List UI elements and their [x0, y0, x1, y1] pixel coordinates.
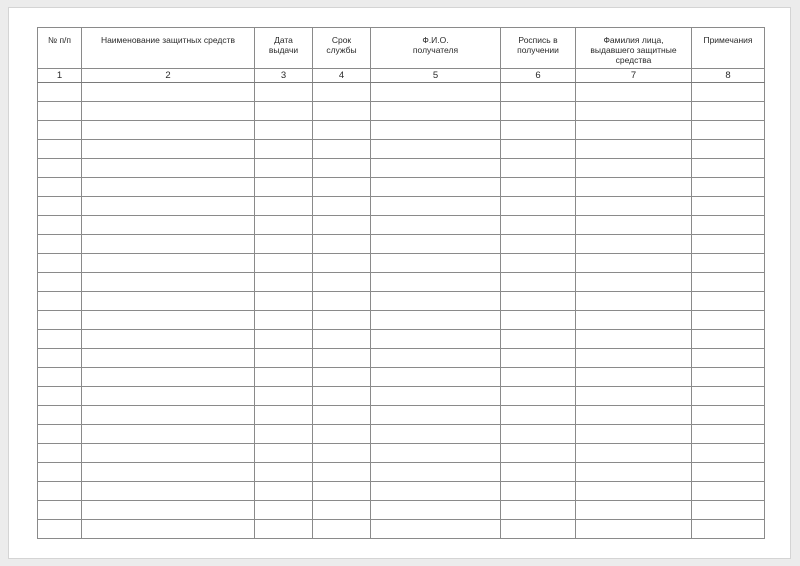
table-row — [38, 273, 765, 292]
table-cell — [38, 121, 82, 140]
table-cell — [255, 216, 313, 235]
table-cell — [692, 368, 765, 387]
table-cell — [82, 83, 255, 102]
table-cell — [501, 178, 576, 197]
table-cell — [371, 197, 501, 216]
table-cell — [371, 520, 501, 539]
table-cell — [313, 273, 371, 292]
column-number-cell: 1 — [38, 69, 82, 83]
table-cell — [38, 425, 82, 444]
table-cell — [371, 501, 501, 520]
table-cell — [501, 444, 576, 463]
table-cell — [501, 406, 576, 425]
table-cell — [313, 197, 371, 216]
table-cell — [255, 330, 313, 349]
table-cell — [692, 159, 765, 178]
table-cell — [255, 463, 313, 482]
table-cell — [501, 463, 576, 482]
table-row — [38, 482, 765, 501]
table-cell — [38, 311, 82, 330]
table-cell — [82, 102, 255, 121]
table-cell — [692, 520, 765, 539]
header-cell-recipient-signature: Роспись в получении — [501, 28, 576, 69]
table-cell — [576, 140, 692, 159]
table-cell — [82, 425, 255, 444]
table-cell — [692, 102, 765, 121]
table-cell — [576, 311, 692, 330]
table-cell — [38, 349, 82, 368]
table-cell — [255, 482, 313, 501]
table-cell — [313, 425, 371, 444]
table-cell — [692, 311, 765, 330]
table-cell — [313, 216, 371, 235]
table-cell — [313, 349, 371, 368]
header-cell-recipient-name: Ф.И.О. получателя — [371, 28, 501, 69]
table-cell — [501, 216, 576, 235]
table-cell — [38, 273, 82, 292]
table-cell — [692, 235, 765, 254]
table-cell — [501, 330, 576, 349]
table-cell — [501, 140, 576, 159]
table-cell — [692, 463, 765, 482]
table-cell — [255, 501, 313, 520]
table-cell — [371, 311, 501, 330]
table-cell — [576, 216, 692, 235]
table-cell — [82, 121, 255, 140]
table-cell — [692, 178, 765, 197]
table-cell — [313, 330, 371, 349]
table-row — [38, 425, 765, 444]
table-cell — [313, 463, 371, 482]
table-cell — [371, 482, 501, 501]
table-cell — [82, 159, 255, 178]
table-cell — [371, 368, 501, 387]
table-cell — [82, 368, 255, 387]
table-cell — [313, 368, 371, 387]
table-cell — [255, 254, 313, 273]
table-cell — [82, 216, 255, 235]
table-cell — [501, 520, 576, 539]
table-cell — [576, 292, 692, 311]
table-cell — [371, 273, 501, 292]
header-cell-notes: Примечания — [692, 28, 765, 69]
table-cell — [692, 482, 765, 501]
table-cell — [255, 159, 313, 178]
table-row — [38, 501, 765, 520]
table-cell — [82, 330, 255, 349]
table-cell — [313, 159, 371, 178]
table-cell — [501, 273, 576, 292]
table-cell — [371, 406, 501, 425]
table-cell — [576, 501, 692, 520]
table-cell — [255, 425, 313, 444]
table-cell — [576, 121, 692, 140]
header-cell-issue-date: Дата выдачи — [255, 28, 313, 69]
table-cell — [255, 140, 313, 159]
table-cell — [501, 121, 576, 140]
table-cell — [38, 178, 82, 197]
table-cell — [576, 330, 692, 349]
table-row — [38, 520, 765, 539]
column-number-row — [38, 69, 765, 83]
table-row — [38, 178, 765, 197]
table-cell — [255, 444, 313, 463]
table-cell — [82, 444, 255, 463]
table-cell — [255, 197, 313, 216]
table-cell — [576, 178, 692, 197]
table-cell — [692, 216, 765, 235]
column-number-cell: 4 — [313, 69, 371, 83]
table-row — [38, 444, 765, 463]
table-cell — [576, 406, 692, 425]
table-cell — [501, 349, 576, 368]
column-number-cell: 3 — [255, 69, 313, 83]
table-cell — [501, 387, 576, 406]
table-row — [38, 463, 765, 482]
table-cell — [371, 349, 501, 368]
table-cell — [313, 235, 371, 254]
table-cell — [501, 311, 576, 330]
table-row — [38, 311, 765, 330]
table-cell — [82, 520, 255, 539]
table-cell — [692, 349, 765, 368]
table-cell — [576, 444, 692, 463]
table-row — [38, 349, 765, 368]
table-cell — [576, 102, 692, 121]
table-cell — [82, 273, 255, 292]
table-cell — [38, 406, 82, 425]
table-row — [38, 406, 765, 425]
table-cell — [576, 425, 692, 444]
table-cell — [255, 406, 313, 425]
table-row — [38, 197, 765, 216]
header-row — [38, 28, 765, 69]
table-cell — [576, 197, 692, 216]
table-cell — [313, 254, 371, 273]
table-cell — [371, 102, 501, 121]
table-cell — [692, 387, 765, 406]
table-row — [38, 216, 765, 235]
table-cell — [313, 311, 371, 330]
table-cell — [82, 501, 255, 520]
table-cell — [313, 140, 371, 159]
table-cell — [313, 387, 371, 406]
table-cell — [371, 292, 501, 311]
table-row — [38, 102, 765, 121]
table-cell — [82, 140, 255, 159]
table-cell — [255, 121, 313, 140]
table-cell — [692, 197, 765, 216]
column-number-cell: 8 — [692, 69, 765, 83]
table-cell — [255, 349, 313, 368]
table-cell — [501, 292, 576, 311]
table-cell — [371, 330, 501, 349]
table-cell — [313, 444, 371, 463]
table-cell — [255, 273, 313, 292]
table-cell — [255, 83, 313, 102]
table-row — [38, 387, 765, 406]
table-cell — [38, 463, 82, 482]
table-row — [38, 159, 765, 178]
table-cell — [371, 159, 501, 178]
table-cell — [313, 121, 371, 140]
table-cell — [692, 140, 765, 159]
table-cell — [501, 501, 576, 520]
header-cell-service-life: Срок службы — [313, 28, 371, 69]
table-cell — [38, 387, 82, 406]
table-cell — [82, 482, 255, 501]
table-cell — [501, 482, 576, 501]
table-cell — [692, 406, 765, 425]
table-cell — [692, 292, 765, 311]
table-cell — [38, 140, 82, 159]
column-number-cell: 5 — [371, 69, 501, 83]
table-cell — [255, 311, 313, 330]
table-cell — [371, 83, 501, 102]
table-cell — [576, 387, 692, 406]
table-cell — [692, 83, 765, 102]
table-row — [38, 235, 765, 254]
table-cell — [313, 482, 371, 501]
table-cell — [501, 368, 576, 387]
table-row — [38, 292, 765, 311]
table-cell — [371, 463, 501, 482]
table-row — [38, 83, 765, 102]
table-row — [38, 121, 765, 140]
header-cell-issuer-name: Фамилия лица, выдавшего защитные средства — [576, 28, 692, 69]
table-cell — [501, 254, 576, 273]
table-cell — [38, 83, 82, 102]
table-cell — [501, 102, 576, 121]
table-cell — [371, 216, 501, 235]
column-number-cell: 2 — [82, 69, 255, 83]
table-cell — [255, 368, 313, 387]
header-cell-equipment-name: Наименование защитных средств — [82, 28, 255, 69]
table-cell — [82, 406, 255, 425]
table-cell — [38, 159, 82, 178]
table-cell — [38, 330, 82, 349]
table-cell — [38, 520, 82, 539]
table-row — [38, 330, 765, 349]
table-cell — [82, 254, 255, 273]
table-cell — [692, 121, 765, 140]
table-cell — [501, 83, 576, 102]
table-cell — [82, 349, 255, 368]
table-cell — [576, 273, 692, 292]
table-cell — [38, 292, 82, 311]
table-cell — [371, 254, 501, 273]
table-cell — [576, 520, 692, 539]
table-row — [38, 140, 765, 159]
table-cell — [576, 159, 692, 178]
table-cell — [255, 178, 313, 197]
table-row — [38, 254, 765, 273]
table-cell — [38, 444, 82, 463]
table-cell — [255, 292, 313, 311]
table-cell — [501, 425, 576, 444]
table-cell — [371, 178, 501, 197]
table-cell — [255, 235, 313, 254]
table-cell — [371, 235, 501, 254]
table-cell — [576, 83, 692, 102]
table-cell — [38, 216, 82, 235]
table-cell — [313, 83, 371, 102]
table-cell — [576, 482, 692, 501]
table-cell — [82, 292, 255, 311]
table-cell — [38, 235, 82, 254]
table-cell — [313, 406, 371, 425]
table-cell — [692, 425, 765, 444]
table-cell — [82, 311, 255, 330]
table-cell — [38, 197, 82, 216]
table-cell — [255, 520, 313, 539]
table-cell — [692, 254, 765, 273]
table-cell — [371, 121, 501, 140]
table-cell — [313, 102, 371, 121]
table-cell — [371, 425, 501, 444]
table-cell — [692, 444, 765, 463]
table-cell — [692, 330, 765, 349]
table-cell — [255, 387, 313, 406]
table-cell — [501, 197, 576, 216]
table-cell — [38, 501, 82, 520]
table-cell — [82, 463, 255, 482]
table-cell — [313, 292, 371, 311]
table-cell — [371, 387, 501, 406]
column-number-cell: 6 — [501, 69, 576, 83]
table-cell — [371, 140, 501, 159]
table-cell — [576, 463, 692, 482]
table-cell — [371, 444, 501, 463]
table-cell — [501, 159, 576, 178]
table-cell — [255, 102, 313, 121]
table-cell — [38, 102, 82, 121]
table-cell — [313, 178, 371, 197]
table-row — [38, 368, 765, 387]
table-cell — [576, 254, 692, 273]
table-cell — [501, 235, 576, 254]
table-cell — [38, 254, 82, 273]
table-cell — [38, 482, 82, 501]
protective-equipment-journal-table — [37, 27, 765, 539]
column-number-cell: 7 — [576, 69, 692, 83]
table-cell — [38, 368, 82, 387]
table-cell — [313, 501, 371, 520]
header-cell-number: № п/п — [38, 28, 82, 69]
table-cell — [82, 235, 255, 254]
table-cell — [313, 520, 371, 539]
table-cell — [576, 368, 692, 387]
table-cell — [82, 178, 255, 197]
table-cell — [576, 349, 692, 368]
table-cell — [692, 273, 765, 292]
table-cell — [576, 235, 692, 254]
table-cell — [82, 197, 255, 216]
table-cell — [692, 501, 765, 520]
table-cell — [82, 387, 255, 406]
